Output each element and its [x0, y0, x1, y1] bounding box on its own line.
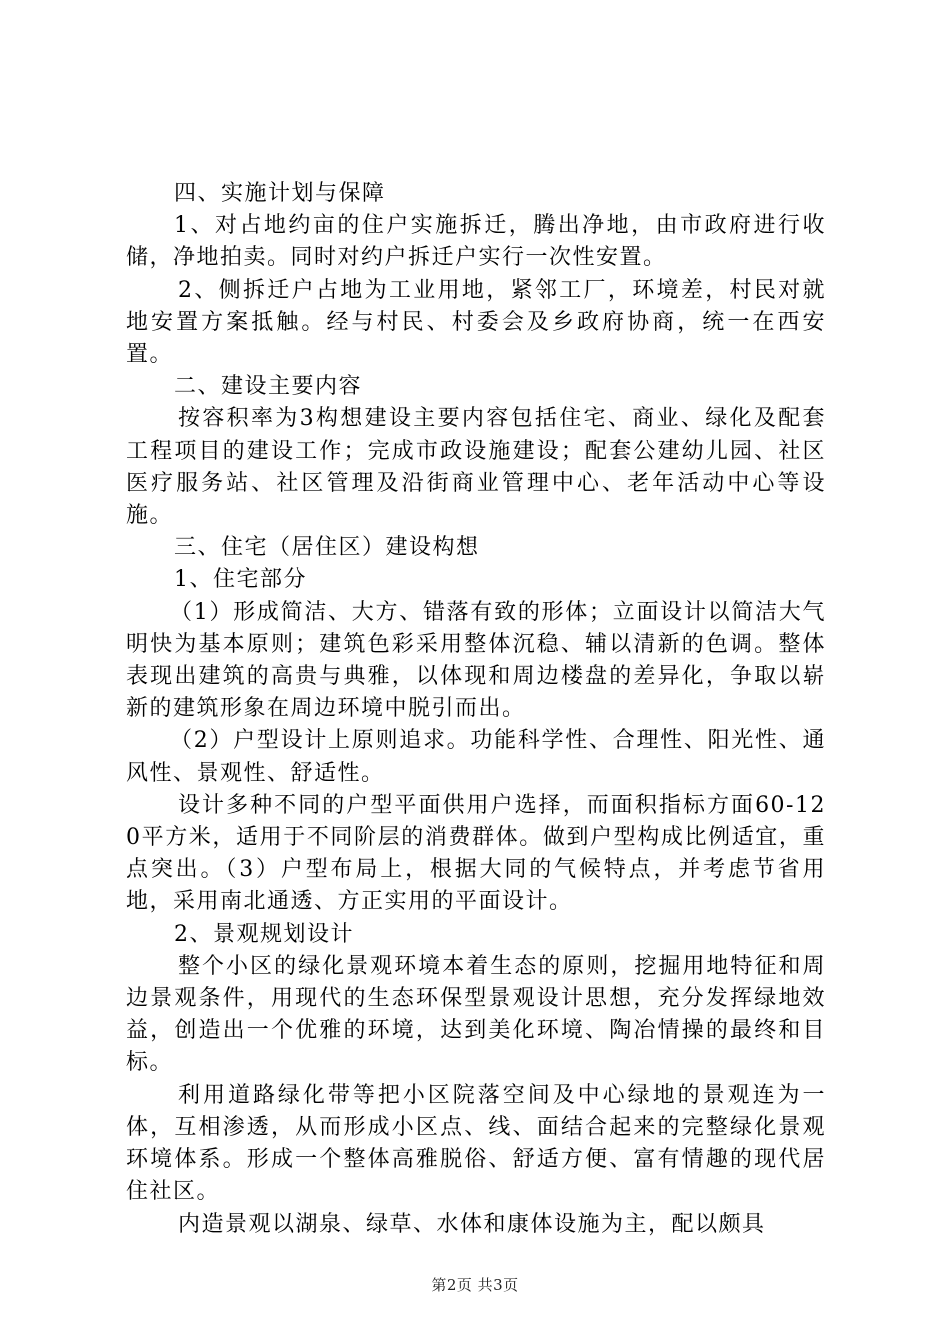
page-number-label: 第2页 共3页: [431, 1276, 519, 1294]
paragraph-demolition: 1、对占地约亩的住户实施拆迁，腾出净地，由市政府进行收储，净地拍卖。同时对约户拆迁户实行一次性安置。: [126, 213, 826, 271]
subheading-landscape: 2、景观规划设计: [174, 921, 354, 947]
page-footer: [0, 1274, 950, 1295]
paragraph-unit-design: （2）户型设计上原则追求。功能科学性、合理性、阳光性、通风性、景观性、舒适性。: [126, 728, 826, 786]
paragraph-form-design: （1）形成简洁、大方、错落有致的形体；立面设计以简洁大气明快为基本原则；建筑色彩采用整体沉稳、辅以清新的色调。整体表现出建筑的高贵与典雅，以体现和周边楼盘的差异化，争取以崭新的建筑形象在周边环境中脱引而出。: [126, 599, 826, 722]
subheading-residential-part: 1、住宅部分: [174, 567, 307, 593]
document-body: [126, 178, 826, 1241]
section-heading-construction: 二、建设主要内容: [174, 374, 363, 400]
paragraph-landscape-internal: 内造景观以湖泉、绿草、水体和康体设施为主，配以颇具: [178, 1211, 766, 1237]
section-heading-residential: 三、住宅（居住区）建设构想: [174, 535, 480, 561]
paragraph-landscape-ecology: 整个小区的绿化景观环境本着生态的原则，挖掘用地特征和周边景观条件，用现代的生态环保型景观设计思想，充分发挥绿地效益，创造出一个优雅的环境，达到美化环境、陶冶情操的最终和目标。: [126, 953, 826, 1076]
paragraph-construction-content: 按容积率为3构想建设主要内容包括住宅、商业、绿化及配套工程项目的建设工作；完成市政设施建设；配套公建幼儿园、社区医疗服务站、社区管理及沿街商业管理中心、老年活动中心等设施。: [126, 406, 826, 529]
section-heading-implementation: 四、实施计划与保障: [174, 181, 386, 206]
paragraph-landscape-system: 利用道路绿化带等把小区院落空间及中心绿地的景观连为一体，互相渗透，从而形成小区点、线、面结合起来的完整绿化景观环境体系。形成一个整体高雅脱俗、舒适方便、富有情趣的现代居住社区。: [126, 1082, 826, 1205]
paragraph-resettlement: 2、侧拆迁户占地为工业用地，紧邻工厂，环境差，村民对就地安置方案抵触。经与村民、村委会及乡政府协商，统一在西安置。: [126, 277, 826, 368]
paragraph-unit-layout: 设计多种不同的户型平面供用户选择，而面积指标方面60-120平方米，适用于不同阶层的消费群体。做到户型构成比例适宜，重点突出。（3）户型布局上，根据大同的气候特点，并考虑节省用地，采用南北通透、方正实用的平面设计。: [126, 792, 826, 915]
